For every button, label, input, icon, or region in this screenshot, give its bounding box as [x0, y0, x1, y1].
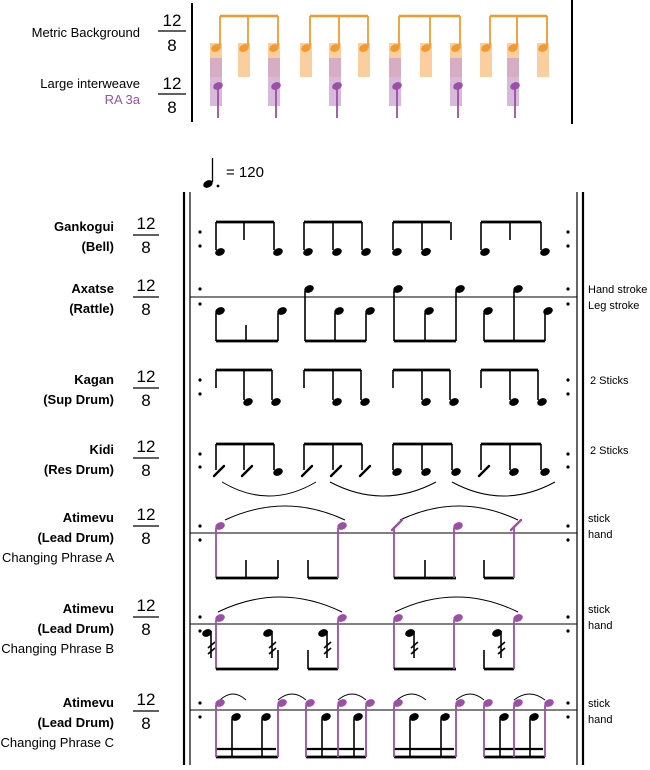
repeat-dot: [566, 452, 569, 455]
phrase-arc: [400, 506, 518, 520]
interweave-box: [450, 58, 462, 106]
repeat-dot: [198, 287, 201, 290]
row-sub: (Lead Drum): [37, 530, 114, 545]
row-ts-top: 12: [136, 214, 156, 233]
row-name: Atimevu: [62, 601, 114, 616]
row-name: Gankogui: [54, 219, 114, 234]
row-name: Atimevu: [62, 510, 114, 525]
repeat-dot: [198, 230, 201, 233]
row-ts-top: 12: [136, 690, 156, 709]
metric-background-label: Metric Background: [31, 25, 140, 40]
phrase-arc: [456, 694, 484, 700]
repeat-dot: [198, 378, 201, 381]
row-ts-bottom: 8: [141, 714, 151, 733]
repeat-dot: [198, 701, 201, 704]
interweave-label: Large interweave: [40, 76, 140, 91]
row-extra: Changing Phrase C: [0, 735, 114, 750]
legend-ts-top-2: 12: [162, 74, 182, 93]
row-side-note: 2 Sticks: [590, 375, 629, 387]
repeat-dot: [198, 302, 201, 305]
repeat-dot: [198, 392, 201, 395]
repeat-dot: [566, 538, 569, 541]
legend-notes: [210, 16, 549, 118]
row-ts-bottom: 8: [141, 461, 151, 480]
row-side-lower: hand: [588, 620, 613, 632]
phrase-arc: [452, 482, 555, 496]
interweave-box: [507, 58, 519, 106]
phrase-arc: [225, 506, 345, 520]
row-ts-bottom: 8: [141, 529, 151, 548]
repeat-dot: [566, 615, 569, 618]
row-ts-top: 12: [136, 367, 156, 386]
phrase-arc: [222, 482, 316, 496]
row-name: Atimevu: [62, 695, 114, 710]
row-ts-top: 12: [136, 437, 156, 456]
note-head: [542, 306, 554, 317]
row-ts-bottom: 8: [141, 300, 151, 319]
row-side-lower: hand: [588, 529, 613, 541]
row-extra: Changing Phrase B: [1, 641, 114, 656]
row-sub: (Sup Drum): [43, 392, 114, 407]
slash-note-head: [511, 520, 521, 530]
legend-ts-top-1: 12: [162, 11, 182, 30]
repeat-dot: [198, 629, 201, 632]
row-sub: (Bell): [81, 239, 114, 254]
repeat-dot: [566, 715, 569, 718]
phrase-arc: [338, 694, 366, 700]
phrase-arc: [220, 694, 246, 700]
tempo-value: = 120: [226, 164, 264, 181]
repeat-dot: [198, 538, 201, 541]
phrase-arc: [514, 694, 545, 700]
row-name: Axatse: [71, 281, 114, 296]
repeat-dot: [198, 715, 201, 718]
tempo-marking: [202, 158, 264, 189]
repeat-dot: [198, 244, 201, 247]
repeat-dot: [566, 378, 569, 381]
repeat-dot: [198, 615, 201, 618]
interweave-sub-label: RA 3a: [104, 92, 140, 107]
repeat-dot: [566, 392, 569, 395]
repeat-dot: [566, 244, 569, 247]
phrase-arc: [395, 597, 518, 612]
repeat-dot: [566, 287, 569, 290]
legend-section: [32, 0, 572, 124]
row-ts-bottom: 8: [141, 620, 151, 639]
row-side-upper: Hand stroke: [588, 284, 648, 296]
repeat-dot: [566, 302, 569, 305]
repeat-dot: [198, 465, 201, 468]
phrase-arc: [218, 597, 342, 612]
repeat-dot: [566, 465, 569, 468]
row-sub: (Res Drum): [43, 462, 114, 477]
row-side-lower: Leg stroke: [588, 300, 640, 312]
row-ts-top: 12: [136, 596, 156, 615]
interweave-box: [329, 58, 341, 106]
row-ts-top: 12: [136, 505, 156, 524]
interweave-box: [389, 58, 401, 106]
row-name: Kidi: [89, 442, 114, 457]
repeat-dot: [566, 230, 569, 233]
repeat-dot: [566, 524, 569, 527]
legend-ts-bottom-2: 8: [167, 98, 177, 117]
row-side-note: 2 Sticks: [590, 445, 629, 457]
row-sub: (Lead Drum): [37, 715, 114, 730]
row-ts-bottom: 8: [141, 238, 151, 257]
row-notes: [190, 222, 577, 757]
phrase-arc: [397, 694, 426, 700]
repeat-dot: [566, 701, 569, 704]
tempo-note-dot: [217, 185, 220, 188]
row-sub: (Rattle): [69, 301, 114, 316]
repeat-dot: [198, 524, 201, 527]
interweave-box: [268, 58, 280, 106]
repeat-dot: [566, 629, 569, 632]
row-extra: Changing Phrase A: [1, 550, 114, 565]
phrase-arc: [330, 482, 436, 496]
row-side-upper: stick: [588, 513, 610, 525]
legend-ts-bottom-1: 8: [167, 36, 177, 55]
interweave-box: [210, 58, 222, 106]
main-system: [184, 192, 583, 765]
row-side-lower: hand: [588, 714, 613, 726]
row-ts-bottom: 8: [141, 391, 151, 410]
row-side-upper: stick: [588, 604, 610, 616]
row-sub: (Lead Drum): [37, 621, 114, 636]
phrase-arc: [278, 694, 306, 700]
row-name: Kagan: [74, 372, 114, 387]
row-side-upper: stick: [588, 698, 610, 710]
repeat-dot: [198, 452, 201, 455]
row-ts-top: 12: [136, 276, 156, 295]
